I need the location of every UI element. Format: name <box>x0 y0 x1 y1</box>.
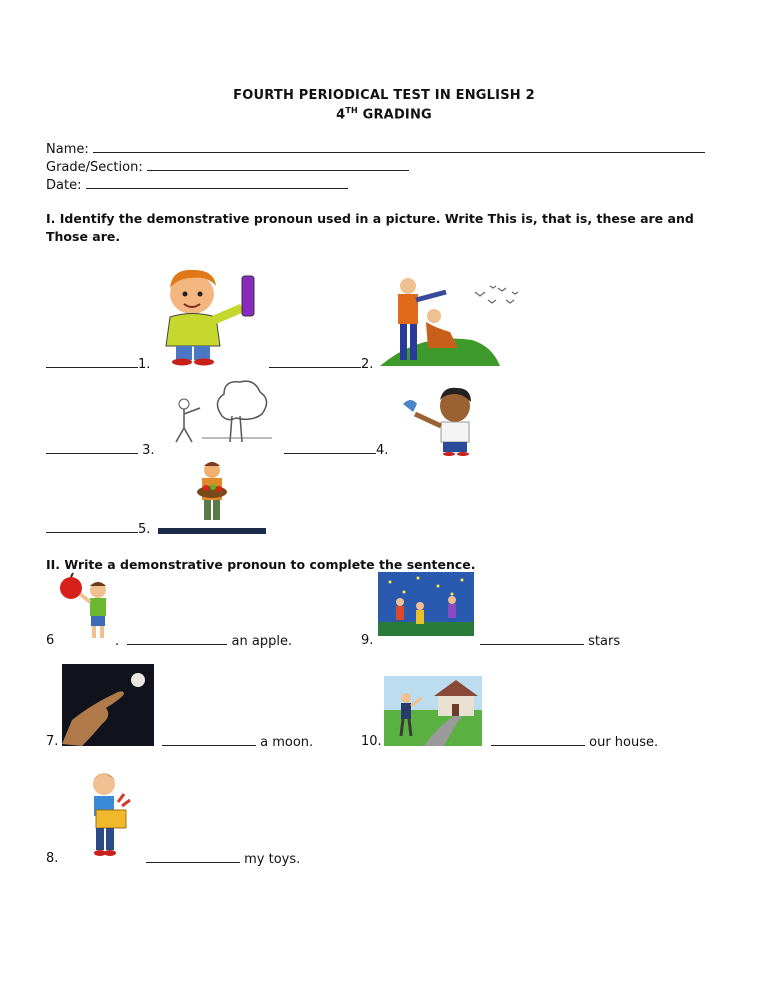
date-label: Date: <box>46 178 82 193</box>
item-9: stars <box>480 633 620 649</box>
item-2: 2. <box>269 356 373 372</box>
test-title: FOURTH PERIODICAL TEST IN ENGLISH 2 <box>233 88 535 103</box>
section2-instruction: II. Write a demonstrative pronoun to complete the sentence. <box>46 557 476 572</box>
item-10: our house. <box>491 734 658 750</box>
grade-field <box>46 159 409 175</box>
boy-holding-bird-image <box>393 386 499 456</box>
boy-house-image <box>384 676 482 746</box>
grade-label: Grade/Section: <box>46 160 143 175</box>
boy-crayon-image <box>150 262 270 366</box>
boy-toys-image <box>74 766 140 860</box>
item-8: my toys. <box>146 851 300 867</box>
item-6-number: 6 <box>46 633 55 648</box>
hand-pointing-moon-image <box>62 664 154 746</box>
answer-blank-7[interactable] <box>162 734 256 746</box>
answer-blank-4[interactable] <box>284 442 376 454</box>
item-9-number: 9. <box>361 633 374 648</box>
item-4: 4. <box>284 442 388 458</box>
item-7: a moon. <box>162 734 313 750</box>
answer-blank-10[interactable] <box>491 734 585 746</box>
kids-stars-image <box>378 572 474 642</box>
name-field <box>46 141 705 157</box>
answer-blank-9[interactable] <box>480 633 584 645</box>
name-line[interactable] <box>93 141 705 153</box>
grading-subtitle: 4TH GRADING <box>336 106 432 123</box>
date-line[interactable] <box>86 177 348 189</box>
item-1: 1. <box>46 356 150 372</box>
section1-instruction: I. Identify the demonstrative pronoun used in a picture. Write This is, that is, these are and Those are. <box>46 211 694 244</box>
answer-blank-3[interactable] <box>46 442 138 454</box>
item-7-number: 7. <box>46 734 59 749</box>
grade-line[interactable] <box>147 159 409 171</box>
item-5: 5. <box>46 521 150 537</box>
item-6: . an apple. <box>115 634 293 649</box>
boy-apple-image <box>58 572 118 642</box>
boy-holding-fruits-image <box>158 458 266 534</box>
answer-blank-6[interactable] <box>127 633 227 645</box>
person-pointing-tree-image <box>162 372 280 446</box>
item-10-number: 10. <box>361 734 382 749</box>
item-8-number: 8. <box>46 851 59 866</box>
answer-blank-2[interactable] <box>269 356 361 368</box>
man-pointing-birds-image <box>380 270 526 366</box>
answer-blank-1[interactable] <box>46 356 138 368</box>
answer-blank-8[interactable] <box>146 851 240 863</box>
answer-blank-5[interactable] <box>46 521 138 533</box>
item-3: 3. <box>46 442 155 458</box>
name-label: Name: <box>46 142 89 157</box>
date-field <box>46 177 348 193</box>
